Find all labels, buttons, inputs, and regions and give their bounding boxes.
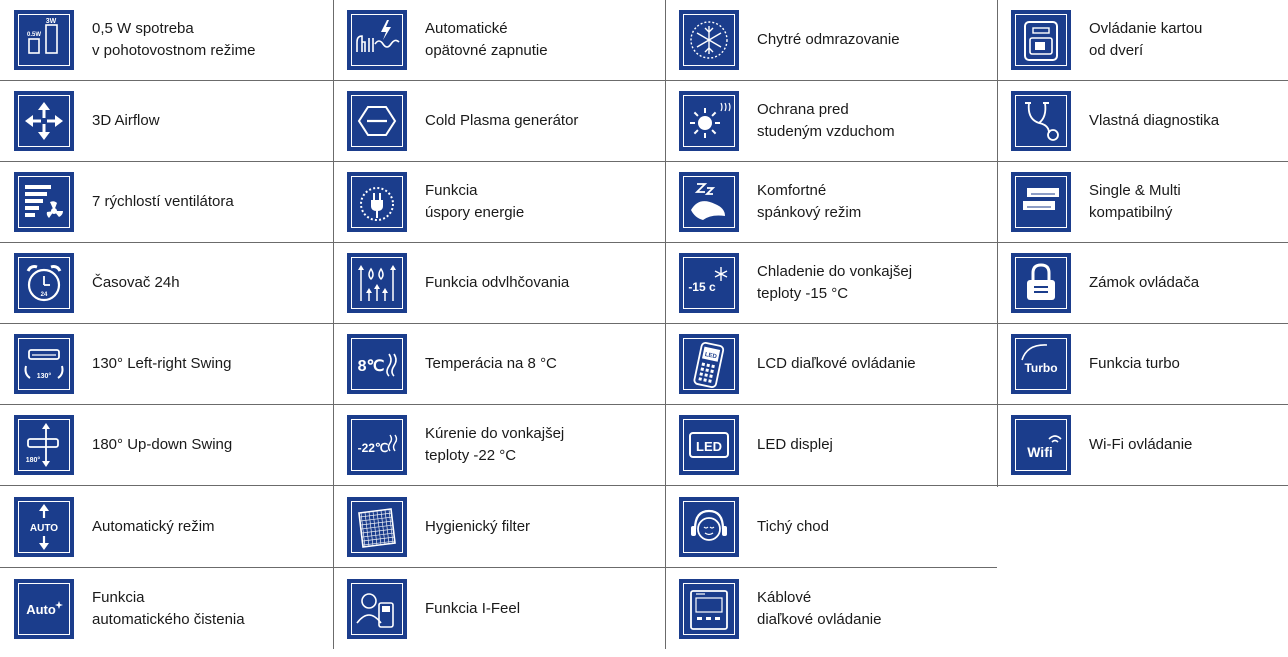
- hygienic-filter-icon: [347, 497, 407, 557]
- feature-label-line: Ovládanie kartou: [1089, 20, 1203, 37]
- feature-label: [1089, 110, 1219, 132]
- feature-item: [333, 568, 665, 649]
- feature-item: [997, 162, 1288, 243]
- feature-label-line: v pohotovostnom režime: [92, 42, 256, 59]
- feature-label: [1089, 353, 1180, 375]
- feature-label-line: 7 rýchlostí ventilátora: [92, 193, 234, 210]
- feature-item: [0, 324, 333, 405]
- feature-item: [0, 568, 333, 649]
- feature-label: [425, 598, 520, 620]
- column-divider: [997, 0, 998, 487]
- feature-label-line: LED displej: [757, 436, 833, 453]
- smart-defrost-icon: [679, 10, 739, 70]
- feature-label: [757, 99, 895, 143]
- feature-label-line: Wi-Fi ovládanie: [1089, 436, 1193, 453]
- feature-label-line: automatického čistenia: [92, 610, 245, 628]
- feature-label-line: Cold Plasma generátor: [425, 112, 579, 129]
- feature-item: [333, 324, 665, 405]
- wifi-control-icon: [1011, 415, 1071, 475]
- multi-split-icon: [1011, 172, 1071, 232]
- cold-air-prevention-icon: [679, 91, 739, 151]
- feature-label-line: 180° Up-down Swing: [92, 436, 233, 453]
- feature-label: [425, 423, 564, 467]
- feature-label: [425, 18, 548, 62]
- feature-item: [0, 405, 333, 486]
- feature-label: [425, 110, 578, 132]
- feature-label-line: Funkcia turbo: [1089, 355, 1180, 372]
- feature-label-line: diaľkové ovládanie: [757, 610, 882, 628]
- feature-label: [92, 191, 234, 213]
- feature-item: [997, 324, 1288, 405]
- feature-label-line: úspory energie: [425, 204, 525, 221]
- swing-180-icon: [14, 415, 74, 475]
- fan-speed-icon: [14, 172, 74, 232]
- feature-label-line: 0,5 W spotreba: [92, 20, 194, 37]
- heating-minus22-icon: [347, 415, 407, 475]
- sleep-mode-icon: [679, 172, 739, 232]
- keycard-control-icon: [1011, 10, 1071, 70]
- feature-label: [757, 516, 829, 538]
- svg-text:8℃: 8℃: [357, 358, 385, 375]
- feature-label-line: 130° Left-right Swing: [92, 355, 232, 372]
- feature-label-line: Hygienický filter: [425, 518, 531, 535]
- svg-text:Auto: Auto: [26, 601, 56, 617]
- feature-label-line: Funkcia: [92, 588, 145, 606]
- feature-label: [425, 180, 524, 224]
- feature-label: [757, 261, 912, 305]
- svg-text:AUTO: AUTO: [29, 523, 59, 534]
- feature-item: [0, 243, 333, 324]
- svg-text:3W: 3W: [45, 18, 57, 25]
- feature-label: [92, 272, 180, 294]
- feature-label-line: Komfortné: [757, 182, 827, 199]
- feature-label: [1089, 180, 1181, 224]
- column-divider: [665, 0, 666, 649]
- feature-item: [665, 568, 997, 649]
- lcd-remote-icon: [679, 334, 739, 394]
- svg-text:130°: 130°: [36, 373, 52, 380]
- turbo-icon: [1011, 334, 1071, 394]
- feature-item: [333, 0, 665, 81]
- heating-8c-icon: [347, 334, 407, 394]
- feature-label-line: Chytré odmrazovanie: [757, 31, 900, 48]
- feature-label-line: Single & Multi: [1089, 182, 1181, 199]
- i-feel-icon: [347, 579, 407, 639]
- feature-item: [333, 162, 665, 243]
- svg-text:LED: LED: [704, 351, 718, 361]
- feature-label: [757, 587, 881, 631]
- feature-label-line: Automatické: [425, 20, 508, 37]
- svg-text:Turbo: Turbo: [1024, 361, 1058, 375]
- feature-label-line: Káblové: [757, 588, 812, 606]
- feature-label-line: 3D Airflow: [92, 112, 160, 129]
- auto-clean-icon: [14, 579, 74, 639]
- feature-label: [92, 353, 231, 375]
- feature-label-line: teploty -15 °C: [757, 285, 849, 302]
- auto-mode-icon: [14, 497, 74, 557]
- feature-label: [1089, 272, 1199, 294]
- feature-item: [333, 487, 665, 568]
- alarm-clock-icon: [14, 253, 74, 313]
- feature-item: [665, 162, 997, 243]
- feature-label-line: Ochrana pred: [757, 101, 849, 118]
- svg-text:0.5W: 0.5W: [26, 32, 42, 38]
- feature-label: [92, 587, 245, 631]
- feature-item: [997, 81, 1288, 162]
- cooling-minus15-icon: [679, 253, 739, 313]
- quiet-mode-icon: [679, 497, 739, 557]
- svg-text:24: 24: [40, 292, 48, 298]
- controller-lock-icon: [1011, 253, 1071, 313]
- feature-label: [425, 272, 569, 294]
- feature-label: [92, 516, 215, 538]
- feature-label-line: kompatibilný: [1089, 204, 1173, 221]
- feature-label: [92, 110, 160, 132]
- feature-label-line: teploty -22 °C: [425, 447, 517, 464]
- airflow-3d-icon: [14, 91, 74, 151]
- svg-text:Wifi: Wifi: [1027, 444, 1053, 460]
- feature-item: [997, 243, 1288, 324]
- led-display-icon: [679, 415, 739, 475]
- feature-item: [0, 0, 333, 81]
- feature-label: [757, 29, 900, 51]
- cold-plasma-icon: [347, 91, 407, 151]
- feature-label-line: Vlastná diagnostika: [1089, 112, 1220, 129]
- feature-label: [425, 353, 557, 375]
- feature-item: [665, 243, 997, 324]
- feature-label-line: spánkový režim: [757, 204, 862, 221]
- feature-item: [997, 0, 1288, 81]
- wired-controller-icon: [679, 579, 739, 639]
- feature-label: [92, 434, 232, 456]
- svg-text:180°: 180°: [25, 457, 41, 464]
- svg-text:-22℃: -22℃: [357, 441, 389, 455]
- feature-label-line: od dverí: [1089, 42, 1144, 59]
- feature-label-line: Kúrenie do vonkajšej: [425, 425, 565, 442]
- svg-text:-15 c: -15 c: [688, 280, 716, 294]
- energy-saving-icon: [347, 172, 407, 232]
- feature-label: [757, 353, 916, 375]
- feature-item: [665, 81, 997, 162]
- feature-label-line: Tichý chod: [757, 518, 829, 535]
- column-divider: [333, 0, 334, 649]
- feature-item: [0, 162, 333, 243]
- feature-label-line: Zámok ovládača: [1089, 274, 1200, 291]
- feature-item: [665, 324, 997, 405]
- feature-item: [665, 0, 997, 81]
- feature-label: [1089, 18, 1202, 62]
- dehumidify-icon: [347, 253, 407, 313]
- feature-item: [333, 405, 665, 486]
- feature-label-line: Funkcia odvlhčovania: [425, 274, 570, 291]
- feature-label: [757, 434, 833, 456]
- feature-label-line: opätovné zapnutie: [425, 42, 548, 59]
- feature-item: [0, 81, 333, 162]
- feature-item: [0, 487, 333, 568]
- feature-item: [997, 405, 1288, 486]
- self-diagnosis-icon: [1011, 91, 1071, 151]
- feature-label-line: Chladenie do vonkajšej: [757, 263, 913, 280]
- feature-item: [665, 487, 997, 568]
- feature-label-line: studeným vzduchom: [757, 123, 895, 140]
- feature-label-line: Časovač 24h: [92, 274, 180, 291]
- feature-label: [757, 180, 861, 224]
- standby-power-icon: [14, 10, 74, 70]
- feature-label-line: Temperácia na 8 °C: [425, 355, 557, 372]
- feature-item: [665, 405, 997, 486]
- feature-label-line: LCD diaľkové ovládanie: [757, 355, 916, 372]
- auto-restart-icon: [347, 10, 407, 70]
- feature-label: [1089, 434, 1192, 456]
- feature-item: [333, 81, 665, 162]
- feature-label-line: Funkcia: [425, 182, 478, 199]
- feature-label: [92, 18, 255, 62]
- swing-130-icon: [14, 334, 74, 394]
- feature-label: [425, 516, 530, 538]
- feature-label-line: Funkcia I-Feel: [425, 599, 521, 617]
- feature-item: [333, 243, 665, 324]
- feature-label-line: Automatický režim: [92, 518, 215, 535]
- svg-text:LED: LED: [696, 439, 722, 454]
